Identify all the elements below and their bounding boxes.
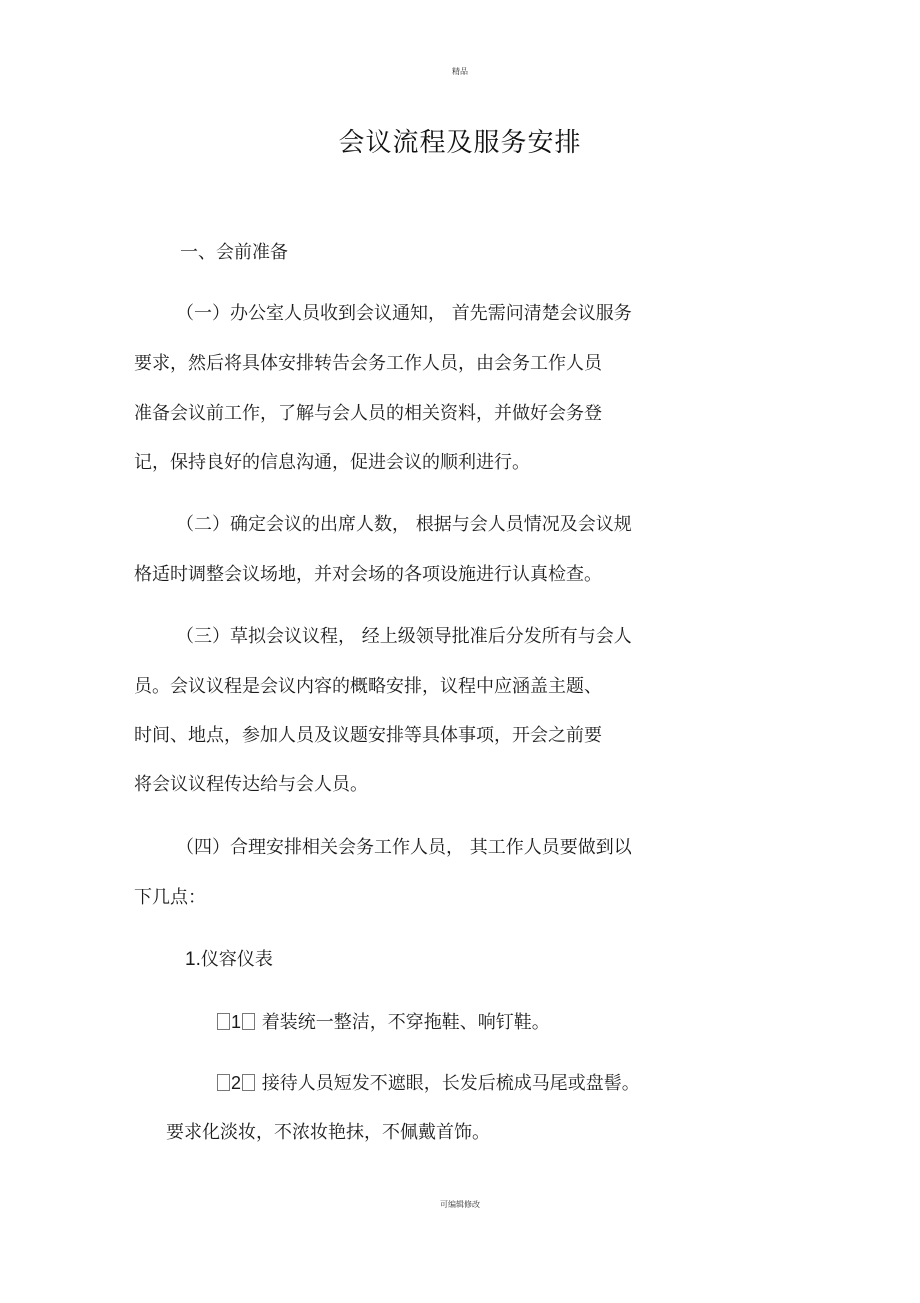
para-3-line-2: 员。会议议程是会议内容的概略安排，议程中应涵盖主题、 <box>134 676 602 697</box>
para-1-line-1: （一）办公室人员收到会议通知， 首先需问清楚会议服务 <box>176 303 632 324</box>
para-3-line-4: 将会议议程传达给与会人员。 <box>134 774 368 795</box>
para-3-line-3: 时间、地点，参加人员及议题安排等具体事项，开会之前要 <box>134 725 602 746</box>
list-item-2 <box>216 1071 640 1096</box>
list-item-1-number: 1 <box>231 1012 242 1032</box>
para-3-line-1: （三）草拟会议议程， 经上级领导批准后分发所有与会人 <box>176 626 632 647</box>
footer-mark: 可编辑修改 <box>440 1200 480 1209</box>
list-item-2-text-line-1: 接待人员短发不遮眼，长发后梳成马尾或盘髻。 <box>261 1073 640 1094</box>
para-4-line-1: （四）合理安排相关会务工作人员， 其工作人员要做到以 <box>176 837 632 858</box>
list-item-2-text-line-2: 要求化淡妆，不浓妆艳抹，不佩戴首饰。 <box>166 1122 490 1143</box>
list-item-1-text: 着装统一整洁，不穿拖鞋、响钉鞋。 <box>261 1012 550 1033</box>
section-heading-pre-meeting: 一、会前准备 <box>180 242 288 263</box>
para-1-line-2: 要求，然后将具体安排转告会务工作人员，由会务工作人员 <box>134 353 602 374</box>
para-1-line-4: 记，保持良好的信息沟通，促进会议的顺利进行。 <box>134 452 530 473</box>
open-bracket-box <box>217 1013 230 1030</box>
document-title: 会议流程及服务安排 <box>338 128 582 158</box>
para-1-line-3: 准备会议前工作，了解与会人员的相关资料，并做好会务登 <box>134 403 602 424</box>
list-item-1 <box>216 1010 550 1035</box>
subsection-1-title: 仪容仪表 <box>200 949 273 970</box>
para-2-line-1: （二）确定会议的出席人数， 根据与会人员情况及会议规 <box>176 514 632 535</box>
close-bracket-box <box>242 1074 255 1091</box>
list-item-2-number: 2 <box>231 1073 242 1093</box>
subsection-1-number: 1. <box>185 949 201 970</box>
para-2-line-2: 格适时调整会议场地，并对会场的各项设施进行认真检查。 <box>134 564 602 585</box>
close-bracket-box <box>242 1013 255 1030</box>
subsection-1-heading <box>185 948 273 972</box>
open-bracket-box <box>217 1074 230 1091</box>
para-4-line-2: 下几点： <box>134 887 206 908</box>
header-mark: 精品 <box>452 67 468 76</box>
